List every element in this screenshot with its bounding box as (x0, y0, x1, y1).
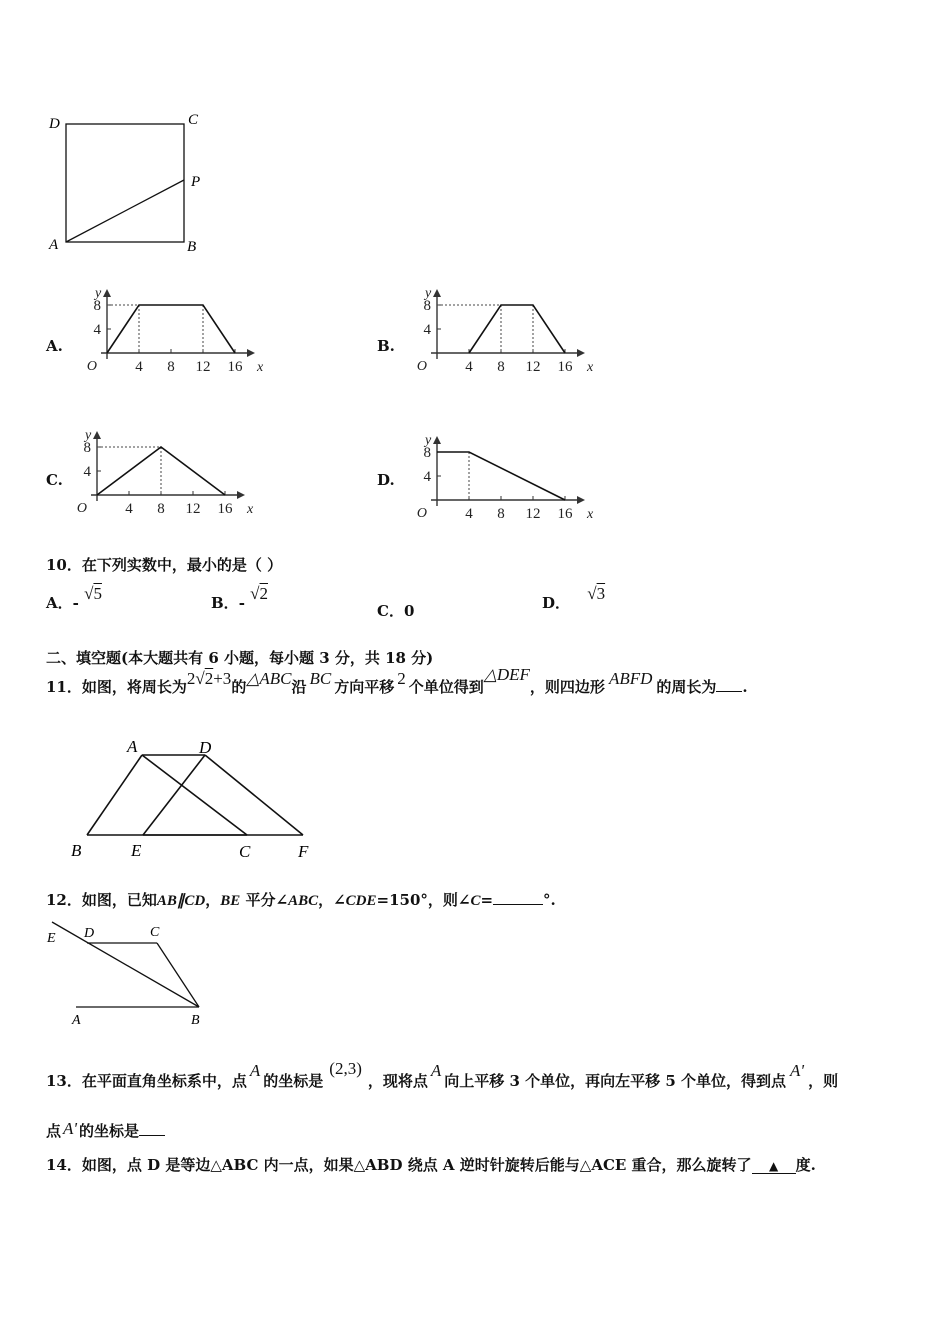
y-axis-label: y (425, 433, 432, 448)
section-2-heading: 二、填空题(本大题共有 6 小题，每小题 3 分，共 18 分) (46, 649, 434, 667)
x-tick-label: 16 (217, 501, 233, 517)
x-tick-label: 4 (465, 359, 473, 375)
q10-stem: 10．在下列实数中，最小的是（ ） (46, 556, 283, 574)
q10-option-c: C．0 (377, 602, 415, 620)
option-c-label: C. (46, 471, 63, 489)
origin-label: O (416, 359, 427, 374)
x-axis-arrow (237, 491, 245, 499)
x-axis-label: x (587, 507, 594, 522)
y-axis-label: y (85, 428, 92, 443)
option-a-label: A. (46, 337, 63, 355)
x-axis-arrow (577, 496, 585, 504)
svg-text:E: E (131, 841, 142, 860)
q10-option-b: B．- √2 (211, 584, 268, 612)
x-tick-label: 4 (135, 359, 143, 375)
origin-label: O (86, 359, 97, 374)
x-tick-label: 8 (497, 359, 505, 375)
y-axis-arrow (433, 436, 441, 444)
q13-text-line1: 13．在平面直角坐标系中，点A的坐标是(2,3)，现将点A向上平移 3 个单位，再向左平移 5 个单位，得到点A'，则 (46, 1059, 839, 1090)
x-tick-label: 16 (227, 359, 243, 375)
option-b-label: B. (377, 337, 395, 355)
q14-text: 14．如图，点 D 是等边△ABC 内一点，如果△ABD 绕点 A 逆时针旋转后能与△ACE 重合，那么旋转了 ▲ 度. (46, 1156, 816, 1174)
svg-text:B: B (191, 1013, 200, 1028)
x-axis-arrow (247, 349, 255, 357)
origin-label: O (416, 506, 427, 521)
x-tick-label: 4 (465, 506, 473, 522)
y-axis-arrow (103, 289, 111, 297)
svg-text:C: C (239, 842, 251, 861)
q10-option-a: A．- √5 (46, 584, 102, 612)
label-c: C (188, 112, 199, 128)
y-axis-arrow (433, 289, 441, 297)
label-a: A (49, 237, 59, 253)
y-tick-label: 4 (423, 469, 431, 485)
x-tick-label: 8 (167, 359, 175, 375)
y-tick-label: 4 (93, 322, 101, 338)
x-tick-label: 16 (557, 359, 573, 375)
translation-figure (65, 735, 325, 865)
svg-text:C: C (150, 925, 160, 940)
y-tick-label: 8 (83, 440, 91, 456)
x-tick-label: 16 (557, 506, 573, 522)
x-axis-arrow (577, 349, 585, 357)
function-line (437, 452, 565, 500)
label-d: D (49, 116, 60, 132)
svg-text:A: A (127, 737, 138, 756)
y-tick-label: 8 (423, 445, 431, 461)
q11-text: 11．如图，将周长为2√2+3的△ABC沿 BC 方向平移 2 个单位得到△DEF，则四边形 ABFD 的周长为 . (46, 665, 748, 696)
x-tick-label: 12 (525, 506, 541, 522)
x-tick-label: 12 (195, 359, 211, 375)
q13-text-line2: 点 A' 的坐标是 (46, 1120, 165, 1141)
x-tick-label: 12 (525, 359, 541, 375)
svg-text:E: E (47, 931, 56, 946)
svg-text:A: A (72, 1013, 81, 1028)
option-d-label: D. (377, 471, 395, 489)
y-tick-label: 8 (93, 298, 101, 314)
x-tick-label: 4 (125, 501, 133, 517)
svg-text:F: F (298, 842, 309, 861)
y-tick-label: 4 (83, 464, 91, 480)
graph-option-a (75, 283, 265, 383)
graph-option-d (405, 430, 595, 530)
svg-text:B: B (71, 841, 82, 860)
x-axis-label: x (257, 360, 264, 375)
parallel-lines-figure (42, 918, 222, 1033)
graph-option-b (405, 283, 595, 383)
svg-text:D: D (84, 926, 95, 941)
x-axis-label: x (587, 360, 594, 375)
x-tick-label: 8 (157, 501, 165, 517)
x-tick-label: 8 (497, 506, 505, 522)
function-line (107, 305, 235, 353)
y-axis-label: y (95, 286, 102, 301)
x-tick-label: 12 (185, 501, 201, 517)
x-axis-label: x (247, 502, 254, 517)
q12-text: 12．如图，已知AB∥CD，BE 平分∠ABC，∠CDE=150°，则∠C= °. (46, 891, 556, 909)
q10-option-d: D． √3 (542, 584, 606, 612)
label-b: B (187, 239, 197, 255)
svg-text:D: D (199, 738, 212, 757)
label-p: P (191, 174, 201, 190)
y-axis-arrow (93, 431, 101, 439)
function-line (469, 305, 565, 353)
graph-option-c (65, 425, 255, 525)
square-figure (40, 105, 220, 260)
y-tick-label: 8 (423, 298, 431, 314)
y-axis-label: y (425, 286, 432, 301)
y-tick-label: 4 (423, 322, 431, 338)
origin-label: O (76, 501, 87, 516)
